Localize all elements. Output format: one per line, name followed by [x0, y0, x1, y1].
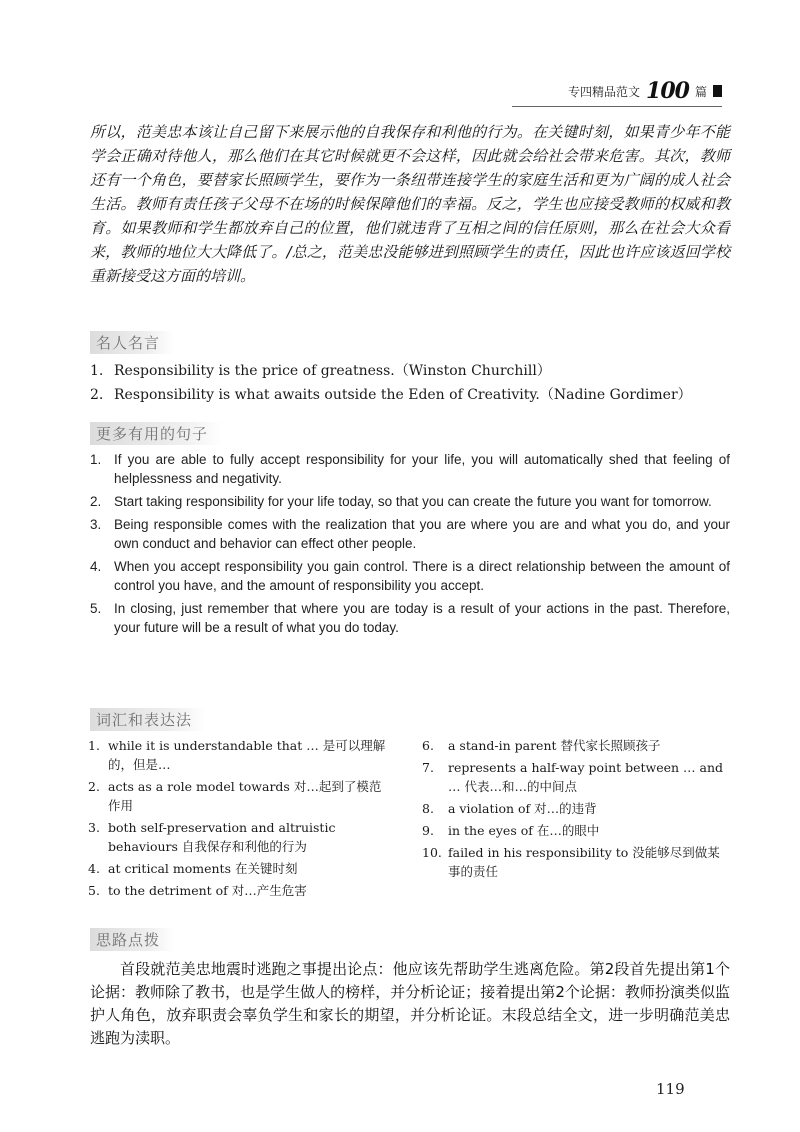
quotes-list: [90, 359, 730, 407]
section-title-sentences: 更多有用的句子: [90, 422, 222, 445]
header-square-icon: [713, 85, 722, 97]
list-item: [88, 859, 388, 878]
item-text: a violation of 对…的违背: [448, 801, 597, 816]
item-text: In closing, just remember that where you are today is a result of your actions in the past. Therefore, your future will be a result of what you do today.: [114, 601, 730, 635]
list-item: [88, 777, 388, 815]
list-item: [90, 359, 730, 383]
header-rule: [512, 106, 722, 107]
page-number: 119: [656, 1080, 685, 1098]
section-title-vocab: 词汇和表达法: [90, 708, 206, 731]
item-text: represents a half-way point between … and … 代表…和…的中间点: [448, 760, 724, 794]
intro-paragraph: 所以，范美忠本该让自己留下来展示他的自我保存和利他的行为。在关键时刻，如果青少年不能学会正确对待他人，那么他们在其它时候就更不会这样，因此就会给社会带来危害。其次，教师还有一个角色，要替家长照顾学生，要作为一条纽带连接学生的家庭生活和更为广阔的成人社会生活。教师有责任孩子父母不在场的时候保障他们的幸福。反之，学生也应接受教师的权威和教育。如果教师和学生都放弃自己的位置，他们就违背了互相之间的信任原则，那么在社会大众看来，教师的地位大大降低了。/总之，范美忠没能够进到照顾学生的责任，因此也许应该返回学校重新接受这方面的培训。: [90, 123, 730, 285]
running-header: [568, 78, 722, 104]
item-text: at critical moments 在关键时刻: [108, 861, 298, 876]
sentences-list: [90, 450, 730, 641]
item-number: 2.: [90, 494, 102, 509]
item-text: failed in his responsibility to 没能够尽到做某事的责任: [448, 845, 720, 879]
list-item: [422, 736, 732, 755]
item-number: 5.: [90, 601, 102, 616]
list-item: [90, 450, 730, 488]
header-suffix: 篇: [694, 84, 707, 99]
list-item: [90, 599, 730, 637]
item-number: 10.: [422, 845, 442, 860]
list-item: [88, 818, 388, 856]
list-item: [90, 383, 730, 407]
item-text: to the detriment of 对…产生危害: [108, 883, 307, 898]
list-item: [422, 821, 732, 840]
item-number: 4.: [88, 861, 100, 876]
item-number: 4.: [90, 559, 102, 574]
tips-paragraph: 首段就范美忠地震时逃跑之事提出论点：他应该先帮助学生逃离危险。第2段首先提出第1个论据：教师除了教书，也是学生做人的榜样，并分析论证；接着提出第2个论据：教师扮演类似监护人角色，放弃职责会辜负学生和家长的期望，并分析论证。末段总结全文，进一步明确范美忠逃跑为渎职。: [90, 960, 730, 1047]
item-number: 1.: [88, 738, 100, 753]
list-item: [90, 515, 730, 553]
item-text: acts as a role model towards 对…起到了模范作用: [108, 779, 382, 813]
item-text: Responsibility is what awaits outside the Eden of Creativity.（Nadine Gordimer）: [114, 387, 692, 403]
header-number: 100: [646, 78, 689, 104]
item-text: in the eyes of 在…的眼中: [448, 823, 600, 838]
section-title-tips: 思路点拨: [90, 928, 174, 951]
item-number: 1.: [90, 452, 102, 467]
item-number: 2.: [88, 779, 100, 794]
item-number: 6.: [422, 738, 434, 753]
item-number: 7.: [422, 760, 434, 775]
item-number: 9.: [422, 823, 434, 838]
item-text: When you accept responsibility you gain control. There is a direct relationship between the amount of control you have, and the amount of responsibility you accept.: [114, 559, 730, 593]
item-number: 8.: [422, 801, 434, 816]
list-item: [90, 492, 730, 511]
item-text: a stand-in parent 替代家长照顾孩子: [448, 738, 661, 753]
item-text: Being responsible comes with the realization that you are where you are and what you do, and your own conduct and behavior can effect other people.: [114, 517, 730, 551]
header-title: 专四精品范文: [568, 84, 641, 99]
vocab-list-right: [422, 736, 732, 884]
item-number: 3.: [90, 517, 102, 532]
item-text: Responsibility is the price of greatness.（Winston Churchill）: [114, 363, 551, 379]
item-number: 1.: [90, 363, 104, 379]
item-number: 3.: [88, 820, 100, 835]
item-number: 2.: [90, 387, 104, 403]
vocab-list-left: [88, 736, 388, 903]
item-text: Start taking responsibility for your life today, so that you can create the future you want for tomorrow.: [114, 494, 712, 509]
list-item: [422, 843, 732, 881]
list-item: [422, 799, 732, 818]
item-text: while it is understandable that … 是可以理解的，但是…: [108, 738, 386, 772]
list-item: [422, 758, 732, 796]
item-text: both self-preservation and altruistic behaviours 自我保存和利他的行为: [108, 820, 336, 854]
item-text: If you are able to fully accept responsibility for your life, you will automatically shed that feeling of helplessness and negativity.: [114, 452, 730, 486]
item-number: 5.: [88, 883, 100, 898]
list-item: [88, 736, 388, 774]
section-title-quotes: 名人名言: [90, 331, 174, 354]
list-item: [88, 881, 388, 900]
list-item: [90, 557, 730, 595]
